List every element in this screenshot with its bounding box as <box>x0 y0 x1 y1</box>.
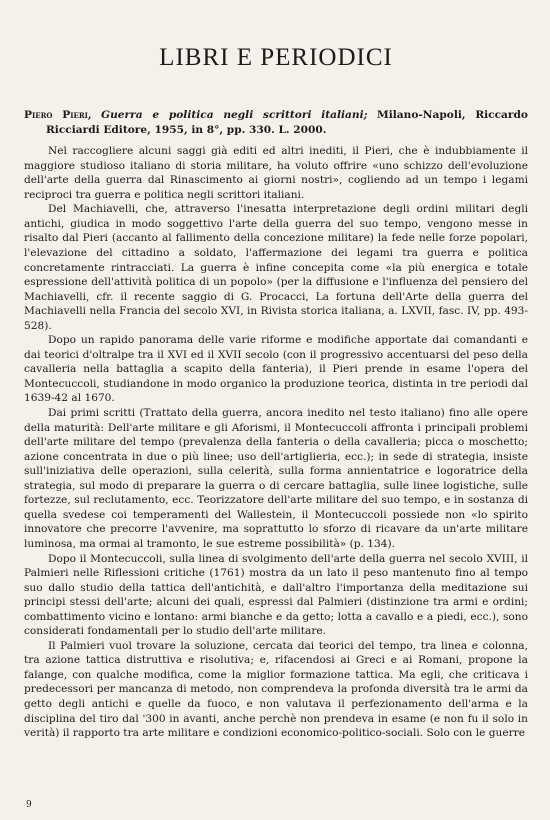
citation-publisher: Milano-Napoli, Riccardo Ricciardi Editore, 1955, in 8°, pp. 330. L. 2000. <box>46 109 528 136</box>
review-paragraph-1: Nel raccogliere alcuni saggi già editi ed altri inediti, il Pieri, che è indubbiamente il maggiore studioso italiano di storia militare, ha voluto offrire «uno schizzo dell'evoluzione dell'arte della guerra dal Rinascimento ai giorni nostri», cogliendo ad un tempo i legami reciproci tra guerra e politica negli scrittori italiani. <box>24 145 528 201</box>
review-paragraph-4: Dai primi scritti (Trattato della guerra, ancora inedito nel testo italiano) fino alle opere della maturità: Dell'arte militare e gli Aforismi, il Montecuccoli affronta i principali problemi dell'arte militare del tempo (prevalenza della fanteria o della cavalleria; picca o moschetto; azione concentrata in due o più linee; uso dell'artiglieria, ecc.); in sede di strategia, insiste sull'iniziativa delle operazioni, sulla celerità, sulla forma annientatrice e logoratrice della strategia, sul modo di preparare la guerra o di cercare battaglia, sulle linee logistiche, sulle fortezze, sul reclutamento, ecc. Teorizzatore dell'arte militare del suo tempo, e in sostanza di quella svedese coi temperamenti del Wallestein, il Montecuccoli possiede non «lo spirito innovatore che precorre l'avvenire, ma soprattutto lo sforzo di ricavare da un'arte militare luminosa, ma ormai al tramonto, le sue estreme possibilità» (p. 134). <box>24 407 528 550</box>
review-paragraph-5: Dopo il Montecuccoli, sulla linea di svolgimento dell'arte della guerra nel secolo XVIII, il Palmieri nelle Riflessioni critiche (1761) mostra da un lato il peso mantenuto fino al tempo suo dallo studio della tattica dell'antichità, e dall'altro l'importanza della meditazione sui principi stessi dell'arte; alcuni dei quali, espressi dal Palmieri (distinzione tra armi e ordini; combattimento vicino e lontano: armi bianche e da getto; lotta a cavallo e a piedi, ecc.), sono considerati fondamentali per lo studio dell'arte militare. <box>24 552 528 638</box>
review-paragraph-3: Dopo un rapido panorama delle varie riforme e modifiche apportate dai comandanti e dai teorici d'oltralpe tra il XVI ed il XVII secolo (con il progressivo accentuarsi del peso della cavalleria nella battaglia a scapito della fanteria), il Pieri prende in esame l'opera del Montecuccoli, studiandone in modo organico la produzione teorica, distinta in tre periodi dal 1639-42 al 1670. <box>24 334 528 405</box>
citation-work-title: Guerra e politica negli scrittori italiani; <box>101 109 368 121</box>
citation-author: Piero Pieri, <box>24 109 92 121</box>
bibliographic-citation <box>24 108 528 137</box>
review-paragraph-2: Del Machiavelli, che, attraverso l'inesatta interpretazione degli ordini militari degli antichi, giudica in modo soggettivo l'arte della guerra del suo tempo, vengono messe in risalto dal Pieri (accanto al fallimento della concezione militare) la fede nelle forze popolari, l'elevazione del cittadino a soldato, l'affermazione dei legami tra guerra e politica concretamente rintracciati. La guerra è infine concepita come «la più energica e totale espressione dell'attività politica di un popolo» (per la diffusione e l'influenza del pensiero del Machiavelli, cfr. il recente saggio di G. Procacci, La fortuna dell'Arte della guerra del Machiavelli nella Francia del secolo XVI, in Rivista storica italiana, a. LXVII, fasc. IV, pp. 493-528). <box>24 203 528 332</box>
page-title: LIBRI E PERIODICI <box>159 44 393 71</box>
page-number: 9 <box>26 800 32 810</box>
review-paragraph-6: Il Palmieri vuol trovare la soluzione, cercata dai teorici del tempo, tra linea e colonna, tra azione tattica distruttiva e risolutiva; e, rifacendosi ai Greci e ai Romani, propone la falange, con qualche modifica, come la miglior formazione tattica. Ma egli, che criticava i predecessori per mancanza di metodo, non comprendeva la profonda diversità tra le armi da getto degli antichi e quelle da fuoco, e non valutava il perfezionamento dell'arma e la disciplina del tiro dal '300 in avanti, anche perchè non prendeva in esame (e non fu il solo in verità) il rapporto tra arte militare e condizioni economico-politico-sociali. Solo con le guerre <box>24 639 528 740</box>
